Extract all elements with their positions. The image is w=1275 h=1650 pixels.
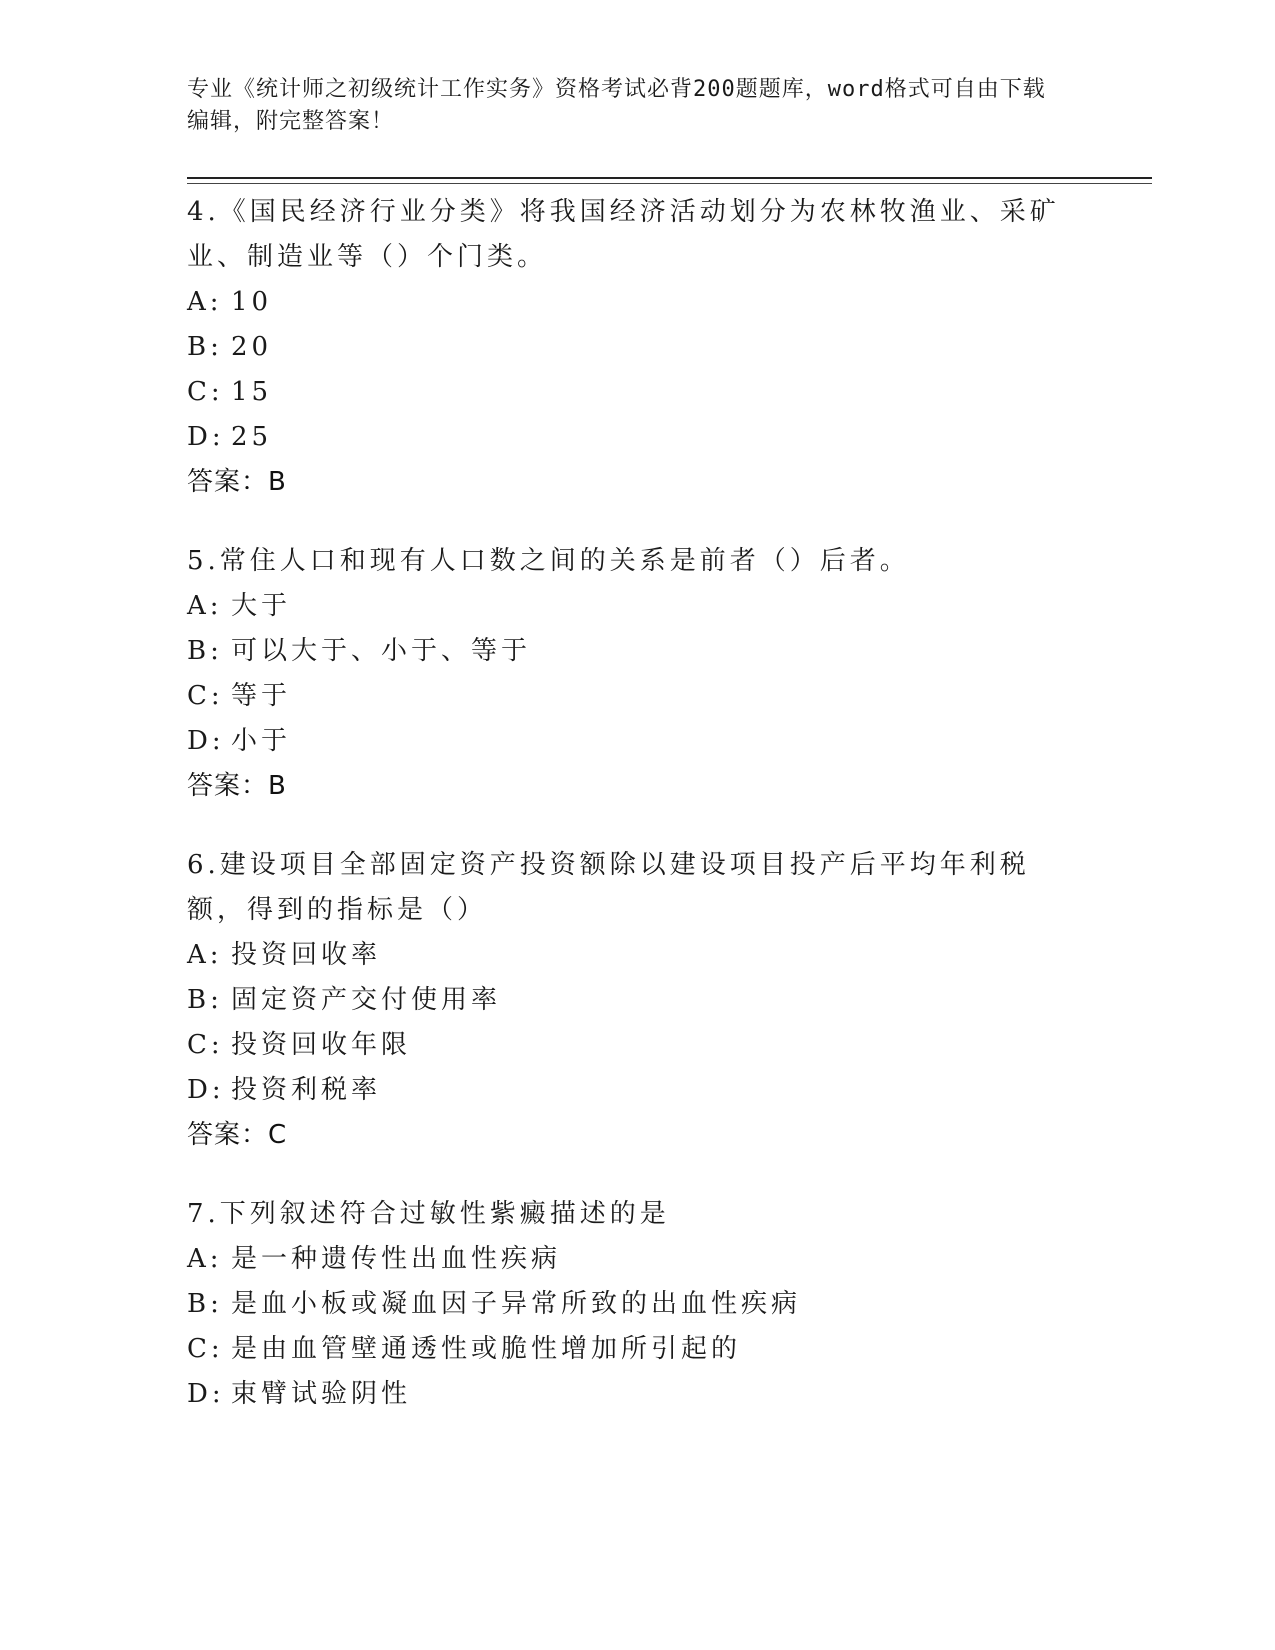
- option-b: [187, 325, 1087, 370]
- option-c: [187, 1327, 1087, 1372]
- option-letter: C:: [187, 681, 224, 711]
- header-divider-thin: [187, 183, 1152, 184]
- option-letter: D:: [187, 422, 225, 452]
- option-letter: A:: [187, 940, 223, 970]
- option-text: 是一种遗传性出血性疾病: [231, 1244, 562, 1274]
- option-text: 大于: [231, 591, 292, 621]
- option-text: 10: [231, 287, 273, 317]
- option-letter: C:: [187, 1334, 224, 1364]
- document-header: 专业《统计师之初级统计工作实务》资格考试必背200题题库，word格式可自由下载编辑，附完整答案！: [187, 77, 1046, 134]
- option-b: [187, 629, 1087, 674]
- question-stem: 7.下列叙述符合过敏性紫癜描述的是: [187, 1199, 670, 1229]
- answer-line: 答案：B: [187, 771, 287, 801]
- option-letter: B:: [187, 1289, 223, 1319]
- option-letter: B:: [187, 332, 223, 362]
- option-text: 15: [231, 377, 273, 407]
- option-c: [187, 370, 1087, 415]
- question-stem: 4.《国民经济行业分类》将我国经济活动划分为农林牧渔业、采矿业、制造业等（）个门类。: [187, 197, 1060, 272]
- option-text: 是血小板或凝血因子异常所致的出血性疾病: [231, 1289, 802, 1319]
- option-text: 投资回收率: [231, 940, 382, 970]
- option-d: [187, 719, 1087, 764]
- option-text: 25: [231, 422, 273, 452]
- option-text: 是由血管壁通透性或脆性增加所引起的: [231, 1334, 742, 1364]
- option-a: [187, 1237, 1087, 1282]
- option-letter: D:: [187, 1075, 225, 1105]
- option-text: 可以大于、小于、等于: [231, 636, 532, 666]
- option-a: [187, 933, 1087, 978]
- question-5: [187, 539, 1087, 809]
- option-b: [187, 978, 1087, 1023]
- option-d: [187, 415, 1087, 460]
- option-text: 固定资产交付使用率: [231, 985, 502, 1015]
- option-letter: B:: [187, 985, 223, 1015]
- option-letter: A:: [187, 287, 223, 317]
- option-letter: A:: [187, 1244, 223, 1274]
- option-c: [187, 674, 1087, 719]
- option-text: 小于: [231, 726, 292, 756]
- header-divider-thick: [187, 177, 1152, 179]
- option-letter: C:: [187, 1030, 224, 1060]
- option-d: [187, 1372, 1087, 1417]
- option-letter: A:: [187, 591, 223, 621]
- option-text: 束臂试验阴性: [231, 1379, 412, 1409]
- option-d: [187, 1068, 1087, 1113]
- option-text: 20: [231, 332, 273, 362]
- option-text: 等于: [231, 681, 292, 711]
- answer-line: 答案：B: [187, 467, 287, 497]
- option-a: [187, 280, 1087, 325]
- option-c: [187, 1023, 1087, 1068]
- question-6: [187, 843, 1087, 1158]
- option-letter: D:: [187, 726, 225, 756]
- option-text: 投资利税率: [231, 1075, 382, 1105]
- option-text: 投资回收年限: [231, 1030, 412, 1060]
- question-4: [187, 190, 1087, 505]
- answer-line: 答案：C: [187, 1120, 288, 1150]
- option-letter: B:: [187, 636, 223, 666]
- question-stem: 6.建设项目全部固定资产投资额除以建设项目投产后平均年利税额，得到的指标是（）: [187, 850, 1030, 925]
- question-7: [187, 1192, 1087, 1417]
- option-letter: C:: [187, 377, 224, 407]
- option-a: [187, 584, 1087, 629]
- option-b: [187, 1282, 1087, 1327]
- question-stem: 5.常住人口和现有人口数之间的关系是前者（）后者。: [187, 546, 910, 576]
- option-letter: D:: [187, 1379, 225, 1409]
- question-list: [187, 190, 1087, 1451]
